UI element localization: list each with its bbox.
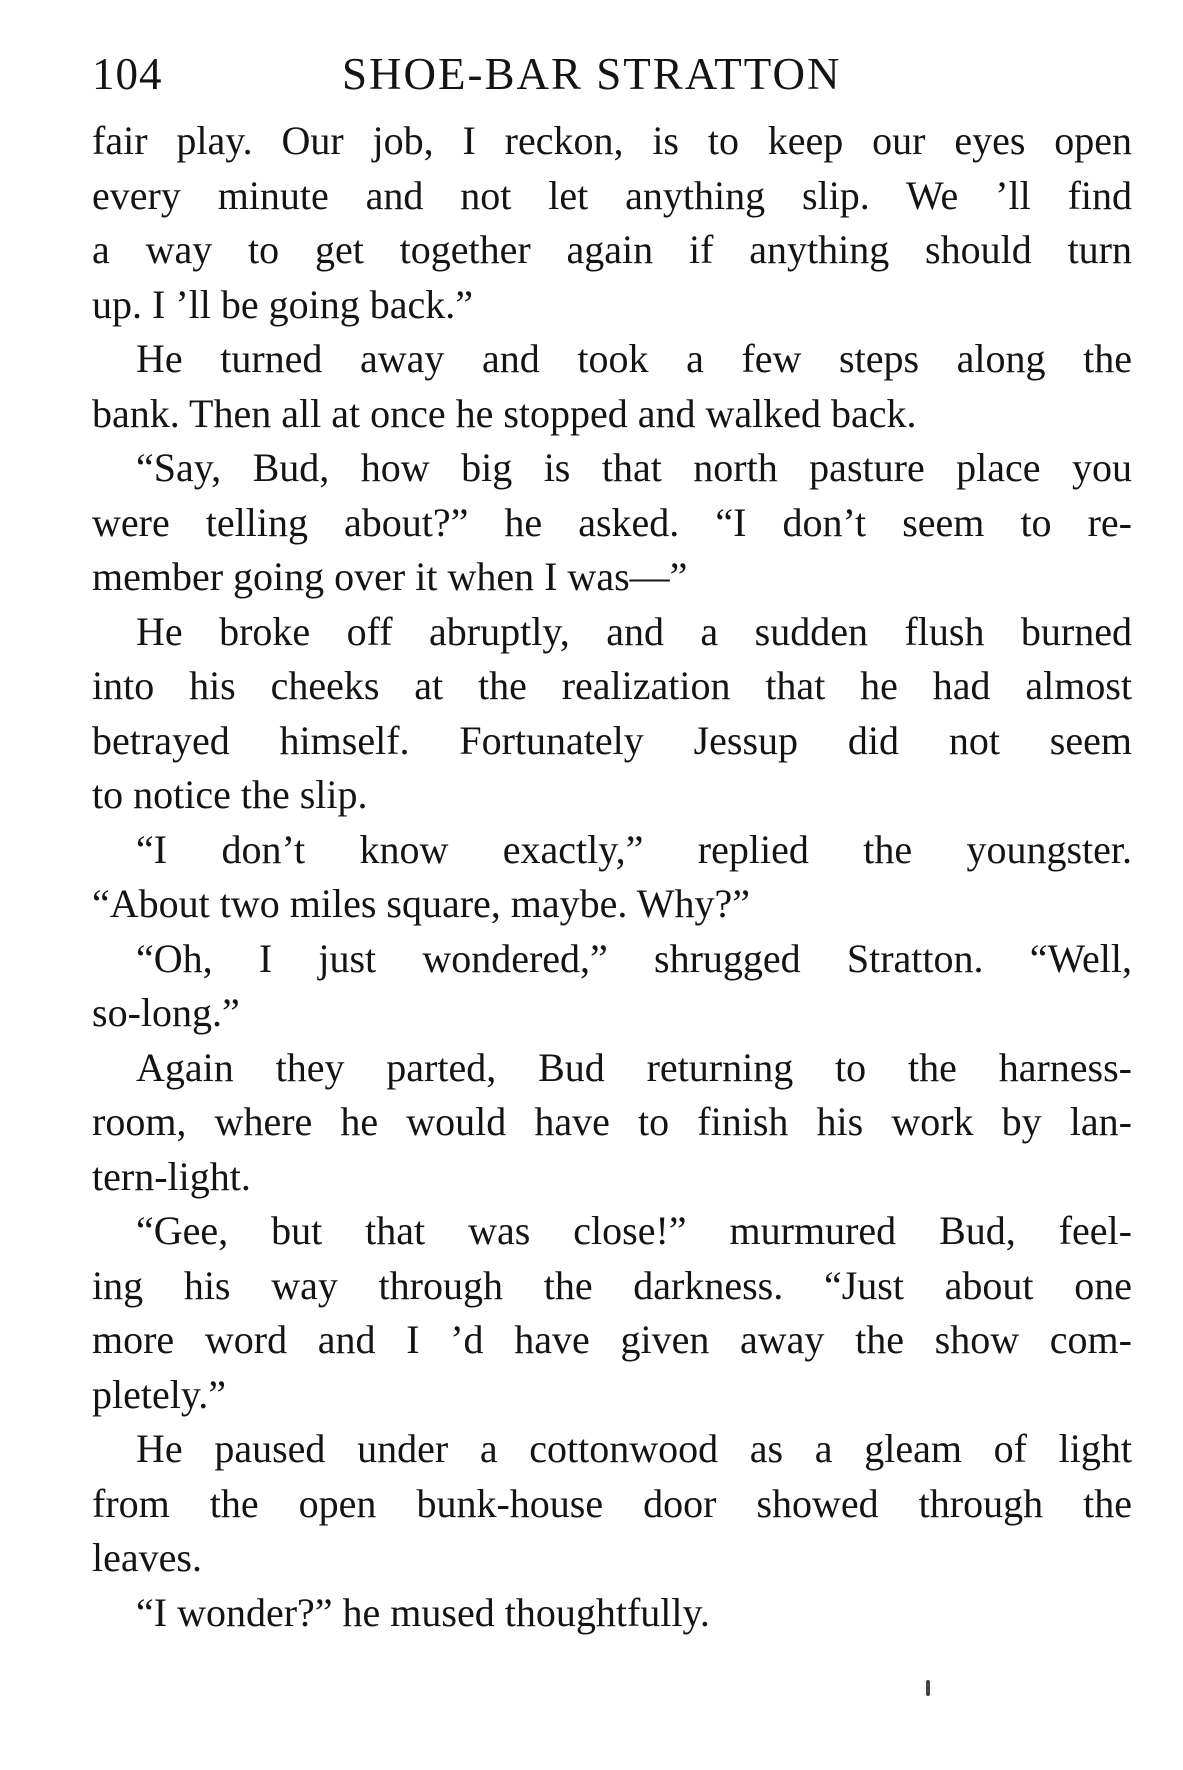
text-line: a way to get together again if anything should turn [92, 227, 1132, 272]
text-line: “Gee, but that was close!” murmured Bud, feel- [136, 1208, 1132, 1253]
text-line: into his cheeks at the realization that he had almost [92, 663, 1132, 708]
paragraph [92, 932, 1132, 1041]
text-line: “I wonder?” he mused thoughtfully. [136, 1589, 710, 1635]
text-line: “Oh, I just wondered,” shrugged Stratton. “Well, [136, 935, 1132, 981]
text-line: so-long.” [92, 990, 240, 1035]
paragraph [92, 332, 1132, 441]
text-line: room, where he would have to finish his work by lan- [92, 1099, 1132, 1144]
body-text [92, 114, 1132, 1640]
paragraph [92, 1586, 1132, 1641]
text-line: He paused under a cottonwood as a gleam of light [136, 1426, 1132, 1471]
text-line: “I don’t know exactly,” replied the youngster. [136, 826, 1132, 872]
text-line: member going over it when I was—” [92, 554, 688, 599]
paragraph [92, 823, 1132, 932]
text-line: every minute and not let anything slip. We ’ll find [92, 172, 1132, 218]
paragraph [92, 441, 1132, 605]
paragraph [92, 1041, 1132, 1205]
text-line: Again they parted, Bud returning to the harness- [136, 1044, 1132, 1090]
text-line: more word and I ’d have given away the show com- [92, 1317, 1132, 1362]
text-line: “About two miles square, maybe. Why?” [92, 881, 750, 926]
text-line: up. I ’ll be going back.” [92, 281, 473, 327]
text-line: leaves. [92, 1535, 202, 1580]
text-line: bank. Then all at once he stopped and walked back. [92, 390, 917, 436]
print-speck [926, 1680, 930, 1696]
paragraph [92, 1422, 1132, 1586]
text-line: were telling about?” he asked. “I don’t seem to re- [92, 499, 1132, 545]
text-line: fair play. Our job, I reckon, is to keep our eyes open [92, 118, 1132, 163]
text-line: ing his way through the darkness. “Just about one [92, 1262, 1132, 1308]
book-title: SHOE-BAR STRATTON [342, 49, 842, 99]
text-line: betrayed himself. Fortunately Jessup did not seem [92, 717, 1132, 763]
text-line: from the open bunk-house door showed through the [92, 1480, 1132, 1526]
text-line: tern-light. [92, 1153, 251, 1199]
page-number: 104 [92, 49, 163, 99]
running-head [92, 44, 1132, 104]
text-line: He broke off abruptly, and a sudden flush burned [136, 608, 1132, 654]
text-line: to notice the slip. [92, 772, 368, 817]
text-line: pletely.” [92, 1371, 227, 1417]
text-line: “Say, Bud, how big is that north pasture place you [136, 445, 1132, 490]
paragraph [92, 1204, 1132, 1422]
text-line: He turned away and took a few steps along the [136, 336, 1132, 381]
paragraph [92, 114, 1132, 332]
paragraph [92, 605, 1132, 823]
